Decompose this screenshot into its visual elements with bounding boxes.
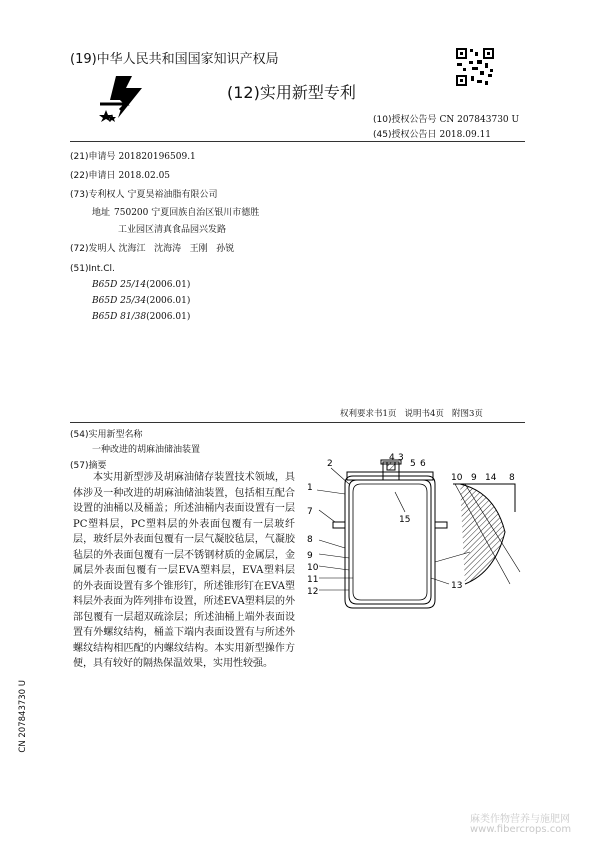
- figure-label: 8: [307, 535, 313, 545]
- header-divider: [70, 141, 525, 142]
- intcl-label: (51)Int.Cl.: [70, 264, 115, 274]
- figure-label: 12: [307, 587, 319, 597]
- figure-label: 8: [509, 473, 515, 483]
- inventor-label: (72)发明人: [70, 244, 116, 254]
- address-row: [92, 205, 259, 218]
- address-label: 地址: [92, 208, 111, 218]
- patent-drawing: [305, 452, 535, 622]
- ipc-row: [92, 312, 190, 322]
- figure-label: 15: [399, 515, 411, 525]
- patentee-row: [70, 187, 218, 200]
- inventor-row: [70, 241, 234, 254]
- ipc-row: [92, 280, 190, 290]
- watermark-line1: 麻类作物营养与施肥网: [470, 814, 570, 825]
- inventors: 沈海江 沈海涛 王刚 孙锐: [118, 244, 235, 254]
- app-no-row: [70, 149, 196, 162]
- utility-model-title: 一种改进的胡麻油储油装置: [92, 445, 201, 455]
- figure-label: 4: [389, 453, 395, 463]
- app-no-label: (21)申请号: [70, 152, 116, 162]
- pub-no-label: (10)授权公告号: [373, 115, 437, 125]
- ipc-code: B65D 25/34: [92, 296, 147, 306]
- ipc-row: [92, 296, 190, 306]
- address-line1: 750200 宁夏回族自治区银川市德胜: [114, 208, 260, 218]
- side-publication-number: CN 207843730 U: [18, 680, 28, 753]
- abstract-text: 本实用新型涉及胡麻油储存装置技术领域，具体涉及一种改进的胡麻油储油装置，包括相互配合设置的油桶以及桶盖；所述油桶内表面设置有一层PC塑料层，PC塑料层的外表面包覆有一层玻纤层，玻纤层外表面包覆有一层气凝胶毡层，气凝胶毡层的外表面包覆有一层不锈钢材质的金属层，金属层外表面包覆有一层EVA塑料层，EVA塑料层的外表面设置有多个锥形钉，所述锥形钉在EVA塑料层外表面为阵列排布设置，所述EVA塑料层的外部包覆有一层超双疏涂层；所述油桶上端外表面设置有外螺纹结构，桶盖下端内表面设置有与所述外螺纹结构相匹配的内螺纹结构。本实用新型操作方便，具有较好的隔热保温效果，实用性较强。: [73, 472, 295, 669]
- qr-code: [455, 47, 495, 87]
- office-name: (19)中华人民共和国国家知识产权局: [70, 52, 279, 67]
- figure-label: 6: [420, 459, 426, 469]
- app-date-label: (22)申请日: [70, 171, 116, 181]
- figure-label: 9: [307, 551, 313, 561]
- app-date: 2018.02.05: [118, 171, 171, 181]
- figure-label: 7: [307, 507, 313, 517]
- figure-label: 3: [398, 453, 404, 463]
- figure-label: 2: [327, 459, 333, 469]
- figure-label: 10: [307, 563, 319, 573]
- figure-label: 14: [485, 473, 497, 483]
- document-type: (12)实用新型专利: [227, 83, 356, 102]
- publication-date-row: [373, 127, 491, 140]
- figure-label: 9: [471, 473, 477, 483]
- abstract-label: (57)摘要: [70, 461, 107, 471]
- ipc-version: (2006.01): [146, 280, 191, 290]
- page-counts: 权利要求书1页 说明书4页 附图3页: [340, 409, 483, 419]
- pub-no: CN 207843730 U: [439, 115, 520, 125]
- patentee: 宁夏昊裕油脂有限公司: [127, 190, 218, 200]
- cnipa-logo: [96, 70, 148, 122]
- pub-date-label: (45)授权公告日: [373, 130, 437, 140]
- figure-label: 10: [451, 473, 463, 483]
- pub-date: 2018.09.11: [439, 130, 492, 140]
- ipc-code: B65D 25/14: [92, 280, 147, 290]
- figure-label: 1: [307, 483, 313, 493]
- figure-label: 13: [451, 581, 463, 591]
- figure-label: 5: [410, 459, 416, 469]
- publication-number-row: [373, 112, 519, 125]
- ipc-code: B65D 81/38: [92, 312, 147, 322]
- ipc-version: (2006.01): [146, 296, 191, 306]
- ipc-version: (2006.01): [146, 312, 191, 322]
- watermark-line2: www.fibercrops.com: [470, 824, 572, 835]
- title-label: (54)实用新型名称: [70, 430, 143, 440]
- app-no: 201820196509.1: [118, 152, 196, 162]
- app-date-row: [70, 168, 170, 181]
- section-divider: [70, 422, 525, 423]
- patentee-label: (73)专利权人: [70, 190, 125, 200]
- address-line2: 工业园区清真食品园兴发路: [118, 225, 227, 235]
- figure-label: 11: [307, 575, 319, 585]
